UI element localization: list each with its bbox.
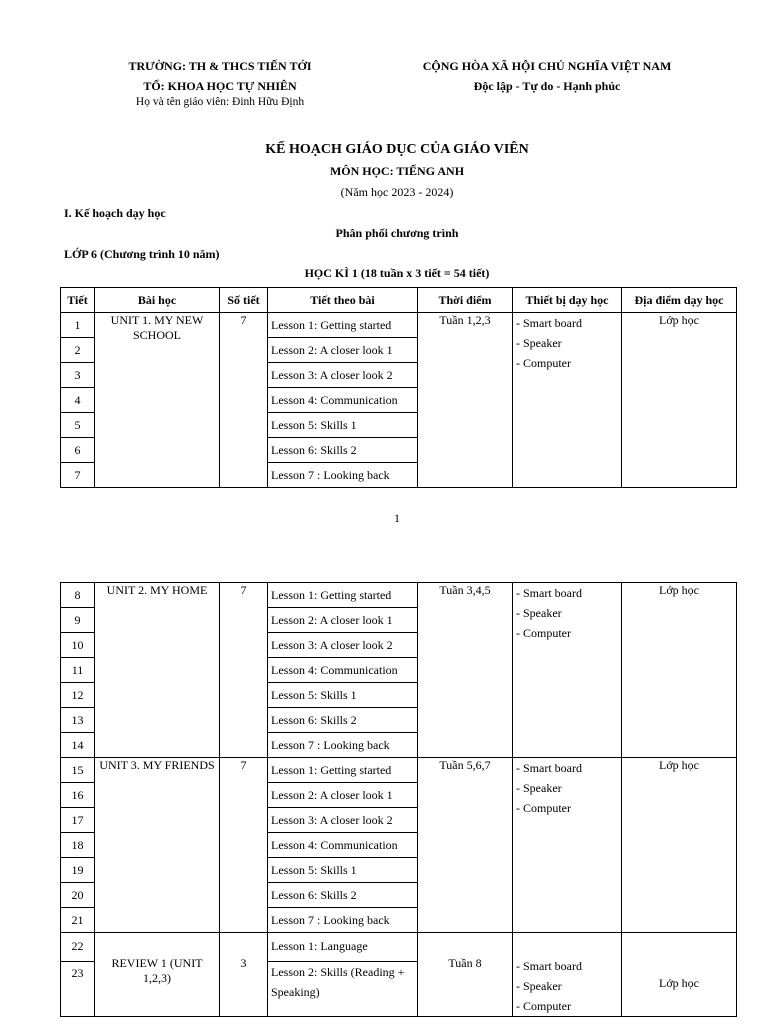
header-lesson-part: Tiết theo bài xyxy=(268,288,418,313)
period-number: 8 xyxy=(61,583,95,608)
lesson-title: Lesson 3: A closer look 2 xyxy=(268,808,418,833)
lesson-title: Lesson 6: Skills 2 xyxy=(268,438,418,463)
period-number: 15 xyxy=(61,758,95,783)
unit-name: UNIT 2. MY HOME xyxy=(95,583,220,758)
unit-place: Lớp học xyxy=(622,933,737,1017)
period-number: 19 xyxy=(61,858,95,883)
lesson-title: Lesson 7 : Looking back xyxy=(268,908,418,933)
lesson-title: Lesson 3: A closer look 2 xyxy=(268,363,418,388)
unit-place: Lớp học xyxy=(622,758,737,933)
table-header-row xyxy=(61,288,737,313)
lesson-title: Lesson 4: Communication xyxy=(268,833,418,858)
equipment-item: - Smart board xyxy=(516,959,582,973)
lesson-title: Lesson 2: Skills (Reading + Speaking) xyxy=(268,961,418,1016)
teacher-name: Họ và tên giáo viên: Đinh Hữu Định xyxy=(135,96,305,108)
equipment-item: - Computer xyxy=(516,999,571,1013)
lesson-title: Lesson 2: A closer look 1 xyxy=(268,608,418,633)
unit-period-count: 7 xyxy=(220,583,268,758)
equipment-item: - Speaker xyxy=(516,336,562,350)
period-number: 10 xyxy=(61,633,95,658)
section-heading: I. Kế hoạch dạy học xyxy=(64,206,166,220)
school-header xyxy=(60,56,380,96)
lesson-title: Lesson 1: Language xyxy=(268,933,418,962)
equipment-item: - Speaker xyxy=(516,781,562,795)
period-number: 6 xyxy=(61,438,95,463)
class-heading: LỚP 6 (Chương trình 10 năm) xyxy=(64,247,220,261)
lesson-plan-table-page-1 xyxy=(60,287,737,488)
header-lesson: Bài học xyxy=(95,288,220,313)
table-row xyxy=(61,583,737,608)
period-number: 9 xyxy=(61,608,95,633)
department-name: TỔ: KHOA HỌC TỰ NHIÊN xyxy=(143,79,297,93)
lesson-title: Lesson 2: A closer look 1 xyxy=(268,338,418,363)
unit-period-count: 7 xyxy=(220,313,268,488)
unit-equipment xyxy=(513,758,622,933)
lesson-title: Lesson 4: Communication xyxy=(268,658,418,683)
semester-heading: HỌC KÌ 1 (18 tuần x 3 tiết = 54 tiết) xyxy=(304,266,490,280)
unit-period-count: 3 xyxy=(220,933,268,1017)
school-name: TRƯỜNG: TH & THCS TIẾN TỚI xyxy=(128,59,312,73)
unit-period-count: 7 xyxy=(220,758,268,933)
period-number: 11 xyxy=(61,658,95,683)
equipment-item: - Smart board xyxy=(516,586,582,600)
period-number: 5 xyxy=(61,413,95,438)
distribution-heading: Phân phối chương trình xyxy=(335,226,459,240)
equipment-item: - Smart board xyxy=(516,761,582,775)
unit-time: Tuần 1,2,3 xyxy=(418,313,513,488)
equipment-item: - Computer xyxy=(516,356,571,370)
lesson-title: Lesson 6: Skills 2 xyxy=(268,883,418,908)
period-number: 21 xyxy=(61,908,95,933)
lesson-title: Lesson 5: Skills 1 xyxy=(268,858,418,883)
unit-time: Tuần 3,4,5 xyxy=(418,583,513,758)
unit-time: Tuần 8 xyxy=(418,933,513,1017)
unit-time: Tuần 5,6,7 xyxy=(418,758,513,933)
period-number: 7 xyxy=(61,463,95,488)
unit-equipment xyxy=(513,583,622,758)
page-number: 1 xyxy=(394,511,400,525)
period-number: 20 xyxy=(61,883,95,908)
national-motto: Độc lập - Tự do - Hạnh phúc xyxy=(473,79,621,93)
lesson-title: Lesson 1: Getting started xyxy=(268,758,418,783)
period-number: 18 xyxy=(61,833,95,858)
document-title: KẾ HOẠCH GIÁO DỤC CỦA GIÁO VIÊN xyxy=(265,142,529,157)
nation-header xyxy=(380,56,714,96)
equipment-item: - Speaker xyxy=(516,606,562,620)
lesson-title: Lesson 7 : Looking back xyxy=(268,733,418,758)
lesson-title: Lesson 3: A closer look 2 xyxy=(268,633,418,658)
table-row xyxy=(61,933,737,962)
unit-name: UNIT 1. MY NEW SCHOOL xyxy=(95,313,220,488)
lesson-title: Lesson 7 : Looking back xyxy=(268,463,418,488)
lesson-title: Lesson 4: Communication xyxy=(268,388,418,413)
period-number: 14 xyxy=(61,733,95,758)
lesson-title: Lesson 6: Skills 2 xyxy=(268,708,418,733)
period-number: 13 xyxy=(61,708,95,733)
lesson-title: Lesson 2: A closer look 1 xyxy=(268,783,418,808)
period-number: 16 xyxy=(61,783,95,808)
table-row xyxy=(61,758,737,783)
period-number: 23 xyxy=(61,961,95,1016)
unit-equipment xyxy=(513,933,622,1017)
unit-place: Lớp học xyxy=(622,583,737,758)
document-subject: MÔN HỌC: TIẾNG ANH xyxy=(329,164,465,178)
header-equipment: Thiết bị dạy học xyxy=(513,288,622,313)
lesson-title: Lesson 5: Skills 1 xyxy=(268,413,418,438)
period-number: 12 xyxy=(61,683,95,708)
table-row xyxy=(61,313,737,338)
header-place: Địa điểm dạy học xyxy=(622,288,737,313)
header-count: Số tiết xyxy=(220,288,268,313)
lesson-title: Lesson 1: Getting started xyxy=(268,583,418,608)
unit-place: Lớp học xyxy=(622,313,737,488)
equipment-item: - Computer xyxy=(516,626,571,640)
period-number: 3 xyxy=(61,363,95,388)
equipment-item: - Speaker xyxy=(516,979,562,993)
unit-equipment xyxy=(513,313,622,488)
lesson-title: Lesson 5: Skills 1 xyxy=(268,683,418,708)
header-time: Thời điểm xyxy=(418,288,513,313)
equipment-item: - Smart board xyxy=(516,316,582,330)
period-number: 17 xyxy=(61,808,95,833)
period-number: 4 xyxy=(61,388,95,413)
lesson-title: Lesson 1: Getting started xyxy=(268,313,418,338)
unit-name: UNIT 3. MY FRIENDS xyxy=(95,758,220,933)
period-number: 2 xyxy=(61,338,95,363)
nation-name: CỘNG HÒA XÃ HỘI CHỦ NGHĨA VIỆT NAM xyxy=(422,59,672,73)
lesson-plan-table-page-2 xyxy=(60,582,737,1017)
school-year: (Năm học 2023 - 2024) xyxy=(340,185,454,199)
period-number: 22 xyxy=(61,933,95,962)
equipment-item: - Computer xyxy=(516,801,571,815)
period-number: 1 xyxy=(61,313,95,338)
header-period: Tiết xyxy=(61,288,95,313)
unit-name: REVIEW 1 (UNIT 1,2,3) xyxy=(95,933,220,1017)
